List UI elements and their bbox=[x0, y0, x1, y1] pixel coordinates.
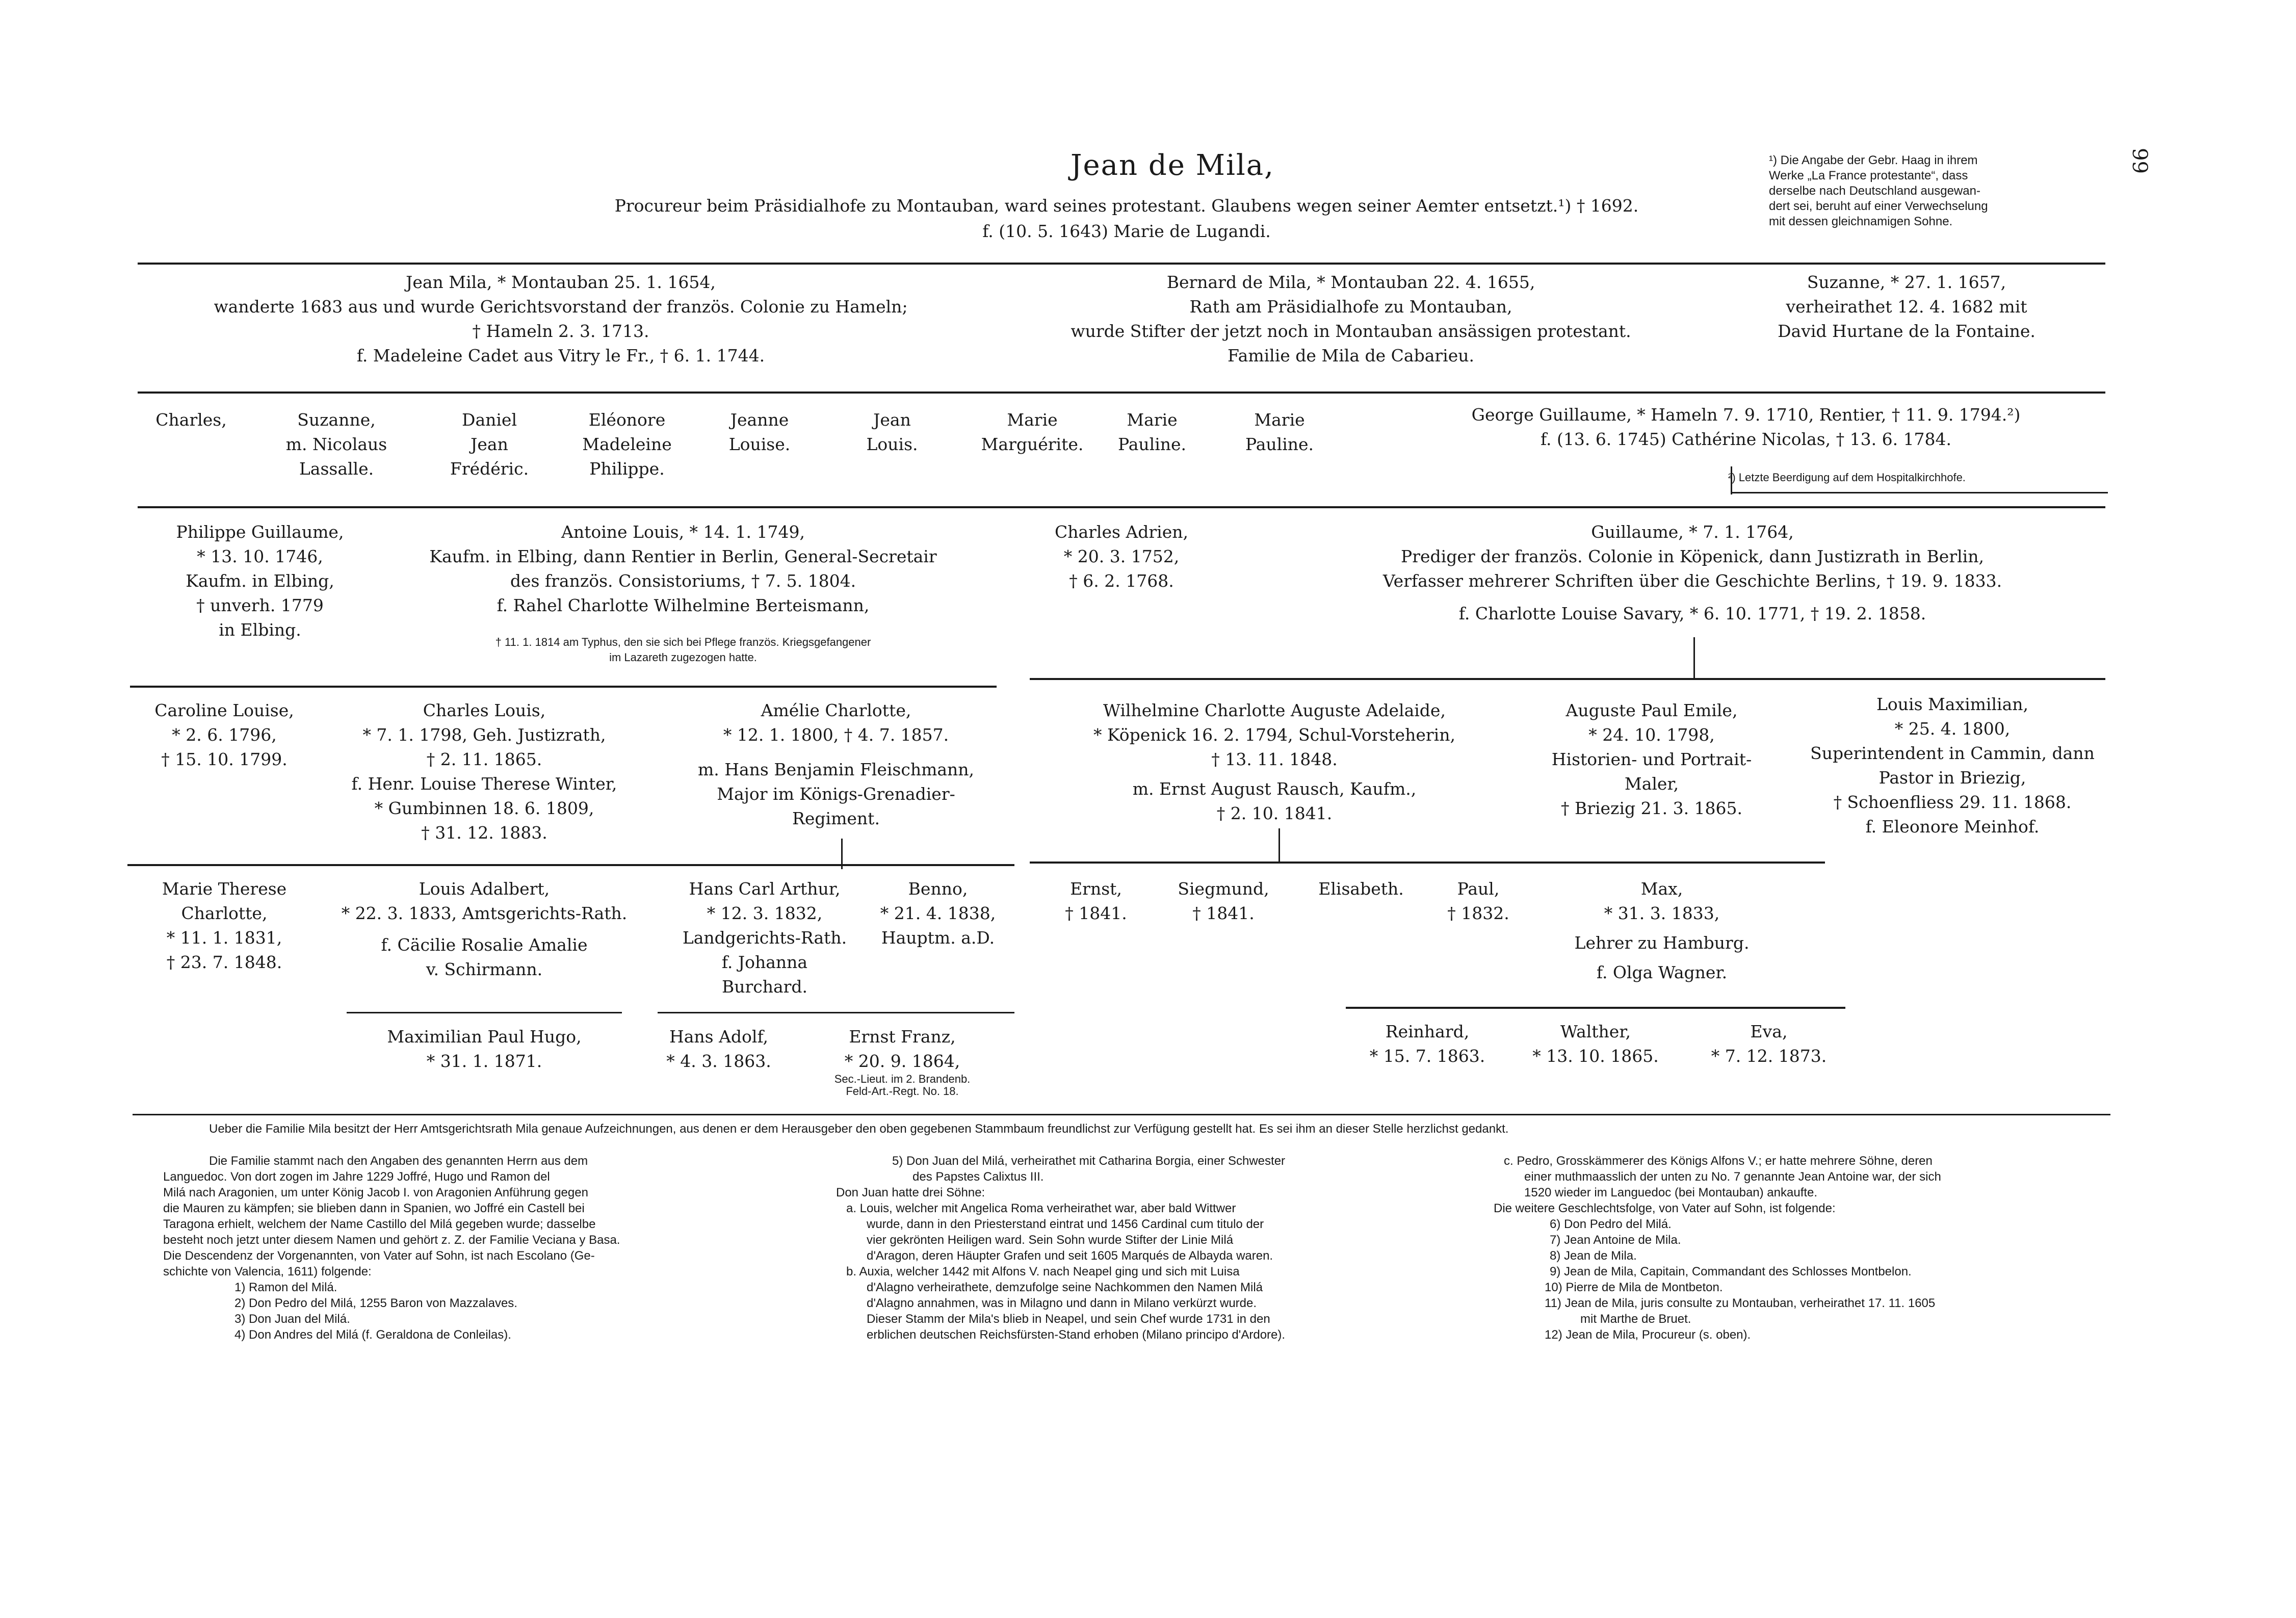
line: Marie bbox=[1127, 410, 1178, 430]
person-charles-louis bbox=[316, 698, 653, 845]
line: Benno, bbox=[908, 879, 968, 899]
note-line: 4) Don Andres del Milá (f. Geraldona de Conleilas). bbox=[234, 1328, 511, 1342]
note-line: 1520 wieder im Languedoc (bei Montauban) ankaufte. bbox=[1524, 1186, 1818, 1199]
line: † 1841. bbox=[1065, 903, 1127, 923]
person-charles-adrien bbox=[1030, 520, 1213, 593]
line: Kaufm. in Elbing, dann Rentier in Berlin, General-Secretair bbox=[429, 546, 937, 566]
root-name: Jean de Mila, bbox=[1071, 149, 1274, 182]
line: f. Johanna bbox=[721, 952, 808, 972]
line: Maximilian Paul Hugo, bbox=[387, 1027, 582, 1047]
note-line: Die weitere Geschlechtsfolge, von Vater auf Sohn, ist folgende: bbox=[1494, 1202, 1836, 1215]
line: Sec.-Lieut. im 2. Brandenb. bbox=[834, 1073, 971, 1085]
line: f. Cäcilie Rosalie Amalie bbox=[381, 935, 588, 955]
line: * 24. 10. 1798, bbox=[1588, 725, 1715, 745]
line: † unverh. 1779 bbox=[196, 595, 324, 615]
footnote-line: Werke „La France protestante“, dass bbox=[1769, 169, 1968, 182]
line: m. Ernst August Rausch, Kaufm., bbox=[1132, 779, 1417, 799]
line: Bernard de Mila, * Montauban 22. 4. 1655, bbox=[1166, 272, 1535, 292]
person-caroline-louise bbox=[127, 698, 321, 772]
note-line: 1) Ramon del Milá. bbox=[234, 1281, 337, 1294]
line: Feld-Art.-Regt. No. 18. bbox=[846, 1085, 959, 1098]
line: Prediger der französ. Colonie in Köpenick, dann Justizrath in Berlin, bbox=[1401, 546, 1984, 566]
line: Philippe Guillaume, bbox=[176, 522, 344, 542]
page-number: 99 bbox=[2128, 148, 2151, 174]
person-eleonore bbox=[561, 408, 693, 481]
line: * 31. 1. 1871. bbox=[426, 1051, 542, 1071]
line: Pastor in Briezig, bbox=[1878, 768, 2026, 788]
line: f. Henr. Louise Therese Winter, bbox=[351, 774, 617, 794]
person-benno bbox=[867, 877, 1009, 950]
line: Historien- und Portrait- bbox=[1551, 749, 1752, 769]
line: Auguste Paul Emile, bbox=[1566, 700, 1738, 720]
line: † 31. 12. 1883. bbox=[421, 823, 547, 843]
note-line: 5) Don Juan del Milá, verheirathet mit Catharina Borgia, einer Schwester bbox=[892, 1154, 1286, 1168]
line: f. (13. 6. 1745) Cathérine Nicolas, † 13. 6. 1784. bbox=[1540, 429, 1952, 449]
ernst-franz-note bbox=[795, 1073, 1009, 1098]
note-line: b. Auxia, welcher 1442 mit Alfons V. nach Neapel ging und sich mit Luisa bbox=[846, 1265, 1240, 1278]
person-suzanne bbox=[1723, 270, 2090, 344]
line: Walther, bbox=[1560, 1022, 1631, 1041]
line: * 12. 1. 1800, † 4. 7. 1857. bbox=[723, 725, 949, 745]
line: Marie bbox=[1254, 410, 1305, 430]
person-auguste-paul-emile bbox=[1519, 698, 1784, 821]
notes-column-1 bbox=[163, 1153, 826, 1343]
notes-column-3 bbox=[1494, 1153, 2105, 1343]
line: * 12. 3. 1832, bbox=[707, 903, 823, 923]
line: * 20. 9. 1864, bbox=[844, 1051, 960, 1071]
root-marriage: f. (10. 5. 1643) Marie de Lugandi. bbox=[982, 221, 1271, 241]
generation-line bbox=[138, 392, 2105, 394]
line: Pauline. bbox=[1117, 434, 1187, 454]
header-footnote bbox=[1769, 153, 2085, 229]
generation-line bbox=[347, 1012, 622, 1013]
line: Max, bbox=[1640, 879, 1683, 899]
line: * 11. 1. 1831, bbox=[166, 928, 282, 948]
line: David Hurtane de la Fontaine. bbox=[1778, 321, 2036, 341]
note-line: d'Alagno verheirathete, demzufolge seine Nachkommen den Namen Milá bbox=[867, 1281, 1263, 1294]
note-line: d'Aragon, deren Häupter Grafen und seit 1605 Marqués de Albayda waren. bbox=[867, 1249, 1273, 1263]
line: Kaufm. in Elbing, bbox=[186, 571, 334, 591]
generation-line bbox=[130, 686, 997, 688]
notes-column-2 bbox=[836, 1153, 1489, 1343]
note-line: 11) Jean de Mila, juris consulte zu Montauban, verheirathet 17. 11. 1605 bbox=[1545, 1296, 1936, 1310]
person-amelie-charlotte bbox=[663, 698, 1009, 831]
person-antoine-louis bbox=[377, 520, 989, 618]
connector bbox=[1731, 466, 1732, 494]
george-footnote: ²) Letzte Beerdigung auf dem Hospitalkirchhofe. bbox=[1728, 471, 1966, 484]
line: * 15. 7. 1863. bbox=[1369, 1046, 1485, 1066]
line: Philippe. bbox=[589, 459, 665, 479]
person-elisabeth bbox=[1295, 877, 1427, 901]
line: * 13. 10. 1746, bbox=[197, 546, 323, 566]
line: Jeanne bbox=[730, 410, 789, 430]
person-suzanne-lassalle bbox=[265, 408, 408, 481]
line: wurde Stifter der jetzt noch in Montauban ansässigen protestant. bbox=[1071, 321, 1631, 341]
footnote-line: mit dessen gleichnamigen Sohne. bbox=[1769, 215, 1953, 228]
line: Louis Adalbert, bbox=[419, 879, 550, 899]
line: † 23. 7. 1848. bbox=[166, 952, 282, 972]
person-hans-carl-arthur bbox=[668, 877, 862, 999]
antoine-note bbox=[377, 635, 989, 665]
line: † Schoenfliess 29. 11. 1868. bbox=[1833, 792, 2072, 812]
footnote-line: dert sei, beruht auf einer Verwechselung bbox=[1769, 199, 1988, 213]
line: Hans Adolf, bbox=[669, 1027, 769, 1047]
person-jean-mila bbox=[163, 270, 958, 368]
line: † 11. 1. 1814 am Typhus, den sie sich bei Pflege französ. Kriegsgefangener bbox=[495, 636, 871, 648]
line: Rath am Präsidialhofe zu Montauban, bbox=[1189, 297, 1512, 317]
note-line: 12) Jean de Mila, Procureur (s. oben). bbox=[1545, 1328, 1751, 1342]
person-charles bbox=[140, 408, 242, 432]
line: f. Olga Wagner. bbox=[1596, 962, 1728, 982]
person-max bbox=[1540, 877, 1784, 985]
line: Pauline. bbox=[1245, 434, 1314, 454]
person-jean-louis bbox=[836, 408, 948, 457]
note-line: c. Pedro, Grosskämmerer des Königs Alfons V.; er hatte mehrere Söhne, deren bbox=[1504, 1154, 1933, 1168]
person-wilhelmine bbox=[1040, 698, 1509, 826]
line: Charlotte, bbox=[181, 903, 268, 923]
line: in Elbing. bbox=[219, 620, 301, 640]
line: Daniel bbox=[461, 410, 517, 430]
note-line: mit Marthe de Bruet. bbox=[1580, 1312, 1691, 1326]
person-marie-pauline-2 bbox=[1223, 408, 1336, 457]
line: Lassalle. bbox=[299, 459, 374, 479]
line: † 6. 2. 1768. bbox=[1069, 571, 1174, 591]
note-line: d'Alagno annahmen, was in Milagno und dann in Milano verkürzt wurde. bbox=[867, 1296, 1257, 1310]
line: Familie de Mila de Cabarieu. bbox=[1228, 346, 1474, 366]
line: Madeleine bbox=[582, 434, 672, 454]
line: † 1832. bbox=[1447, 903, 1509, 923]
line: Hauptm. a.D. bbox=[881, 928, 995, 948]
person-marie-marguerite bbox=[969, 408, 1096, 457]
line: * 25. 4. 1800, bbox=[1894, 719, 2011, 739]
line: m. Nicolaus bbox=[285, 434, 387, 454]
note-line: einer muthmaasslich der unten zu No. 7 genannte Jean Antoine war, der sich bbox=[1524, 1170, 1941, 1184]
line: Eva, bbox=[1750, 1022, 1788, 1041]
line: Suzanne, bbox=[297, 410, 376, 430]
line: * 2. 6. 1796, bbox=[172, 725, 277, 745]
generation-line bbox=[138, 506, 2105, 508]
note-line: die Mauren zu kämpfen; sie blieben dann in Spanien, wo Joffré ein Castell bei bbox=[163, 1202, 585, 1215]
person-paul bbox=[1427, 877, 1529, 926]
person-louis-maximilian bbox=[1794, 692, 2110, 839]
line: Louise. bbox=[728, 434, 791, 454]
generation-line bbox=[1346, 1007, 1845, 1009]
note-line: 6) Don Pedro del Milá. bbox=[1550, 1217, 1672, 1231]
generation-line bbox=[1030, 862, 1825, 864]
line: f. Rahel Charlotte Wilhelmine Berteismann, bbox=[497, 595, 870, 615]
line: † Briezig 21. 3. 1865. bbox=[1560, 798, 1743, 818]
line: des französ. Consistoriums, † 7. 5. 1804. bbox=[510, 571, 856, 591]
line: George Guillaume, * Hameln 7. 9. 1710, Rentier, † 11. 9. 1794.²) bbox=[1471, 405, 2021, 425]
note-line: Die Descendenz der Vorgenannten, von Vater auf Sohn, ist nach Escolano (Ge- bbox=[163, 1249, 595, 1263]
person-philippe-guillaume bbox=[127, 520, 393, 642]
note-line: 8) Jean de Mila. bbox=[1550, 1249, 1637, 1263]
line: Lehrer zu Hamburg. bbox=[1574, 933, 1750, 953]
generation-line bbox=[127, 864, 1014, 866]
line: Guillaume, * 7. 1. 1764, bbox=[1591, 522, 1794, 542]
notes-separator bbox=[133, 1114, 2110, 1115]
person-ernst-franz bbox=[795, 1025, 1009, 1074]
line: * 13. 10. 1865. bbox=[1532, 1046, 1659, 1066]
line: Frédéric. bbox=[450, 459, 529, 479]
person-jeanne bbox=[703, 408, 816, 457]
note-line: erblichen deutschen Reichsfürsten-Stand erhoben (Milano principo d'Ardore). bbox=[867, 1328, 1286, 1342]
line: f. Eleonore Meinhof. bbox=[1865, 817, 2040, 837]
note-line: 7) Jean Antoine de Mila. bbox=[1550, 1233, 1681, 1247]
line: * 4. 3. 1863. bbox=[666, 1051, 771, 1071]
line: Amélie Charlotte, bbox=[761, 700, 911, 720]
person-reinhard bbox=[1346, 1020, 1509, 1068]
line: Regiment. bbox=[792, 808, 880, 828]
note-line: Dieser Stamm der Mila's blieb in Neapel, und sein Chef wurde 1731 in den bbox=[867, 1312, 1270, 1326]
line: † Hameln 2. 3. 1713. bbox=[472, 321, 649, 341]
line: Jean bbox=[873, 410, 911, 430]
line: * 7. 12. 1873. bbox=[1711, 1046, 1827, 1066]
line: Elisabeth. bbox=[1318, 879, 1404, 899]
line: * 22. 3. 1833, Amtsgerichts-Rath. bbox=[341, 903, 628, 923]
line: Jean bbox=[471, 434, 508, 454]
line: Major im Königs-Grenadier- bbox=[717, 784, 955, 804]
person-louis-adalbert bbox=[316, 877, 653, 982]
line: Verfasser mehrerer Schriften über die Geschichte Berlins, † 19. 9. 1833. bbox=[1382, 571, 2002, 591]
line: Paul, bbox=[1457, 879, 1500, 899]
person-daniel bbox=[428, 408, 551, 481]
line: * Gumbinnen 18. 6. 1809, bbox=[374, 798, 594, 818]
line: Ernst Franz, bbox=[849, 1027, 956, 1047]
line: Marie bbox=[1007, 410, 1058, 430]
person-marie-therese bbox=[127, 877, 321, 975]
line: Caroline Louise, bbox=[154, 700, 294, 720]
line: wanderte 1683 aus und wurde Gerichtsvorstand der französ. Colonie zu Hameln; bbox=[214, 297, 908, 317]
line: verheirathet 12. 4. 1682 mit bbox=[1786, 297, 2027, 317]
line: Reinhard, bbox=[1385, 1022, 1470, 1041]
note-line: Taragona erhielt, welchem der Name Castillo del Milá gegeben wurde; dasselbe bbox=[163, 1217, 596, 1231]
line: * 7. 1. 1798, Geh. Justizrath, bbox=[362, 725, 606, 745]
generation-line bbox=[138, 263, 2105, 265]
line: Charles, bbox=[155, 410, 227, 430]
note-line: a. Louis, welcher mit Angelica Roma verheirathet war, aber bald Wittwer bbox=[846, 1202, 1236, 1215]
line: Louis Maximilian, bbox=[1876, 694, 2028, 714]
line: m. Hans Benjamin Fleischmann, bbox=[697, 760, 975, 779]
root-occupation: Procureur beim Präsidialhofe zu Montauban, ward seines protestant. Glaubens wegen seiner Aemter entsetzt.¹) † 1692. bbox=[614, 196, 1639, 216]
note-line: wurde, dann in den Priesterstand eintrat und 1456 Cardinal cum titulo der bbox=[867, 1217, 1264, 1231]
line: † 15. 10. 1799. bbox=[161, 749, 288, 769]
footnote-line: ¹) Die Angabe der Gebr. Haag in ihrem bbox=[1769, 153, 1978, 167]
line: Ernst, bbox=[1070, 879, 1122, 899]
line: Jean Mila, * Montauban 25. 1. 1654, bbox=[406, 272, 716, 292]
line: † 1841. bbox=[1192, 903, 1255, 923]
line: Landgerichts-Rath. bbox=[682, 928, 847, 948]
note-line: Languedoc. Von dort zogen im Jahre 1229 Joffré, Hugo und Ramon del bbox=[163, 1170, 550, 1184]
connector bbox=[1279, 828, 1280, 862]
person-ernst bbox=[1045, 877, 1147, 926]
line: Superintendent in Cammin, dann bbox=[1810, 743, 2095, 763]
generation-line bbox=[658, 1012, 1014, 1013]
line: † 2. 10. 1841. bbox=[1216, 803, 1333, 823]
line: Marie Therese bbox=[162, 879, 287, 899]
line: Eléonore bbox=[588, 410, 666, 430]
person-george-guillaume bbox=[1402, 403, 2090, 452]
person-bernard-de-mila bbox=[1020, 270, 1682, 368]
line: Suzanne, * 27. 1. 1657, bbox=[1807, 272, 2006, 292]
line: Maler, bbox=[1624, 774, 1679, 794]
line: Charles Adrien, bbox=[1054, 522, 1189, 542]
notes-intro: Ueber die Familie Mila besitzt der Herr Amtsgerichtsrath Mila genaue Aufzeichnungen, aus denen er dem Herausgeber den oben gegebenen Stammbaum freundlichst zur Verfügung gestellt hat. Es sei ihm an dieser Stelle herzlichst gedankt. bbox=[209, 1122, 1509, 1136]
note-line: Don Juan hatte drei Söhne: bbox=[836, 1186, 985, 1199]
line: Antoine Louis, * 14. 1. 1749, bbox=[561, 522, 805, 542]
footnote-line: derselbe nach Deutschland ausgewan- bbox=[1769, 184, 1980, 198]
generation-line bbox=[1030, 678, 2105, 680]
line: f. Madeleine Cadet aus Vitry le Fr., † 6. 1. 1744. bbox=[356, 346, 765, 366]
person-walther bbox=[1509, 1020, 1682, 1068]
person-guillaume bbox=[1295, 520, 2090, 626]
note-line: besteht noch jetzt unter diesem Namen und gehört z. Z. der Familie Veciana y Basa. bbox=[163, 1233, 620, 1247]
note-line: Milá nach Aragonien, um unter König Jacob I. von Aragonien Anführung gegen bbox=[163, 1186, 588, 1199]
line: Hans Carl Arthur, bbox=[689, 879, 841, 899]
line: † 2. 11. 1865. bbox=[426, 749, 542, 769]
line: * 21. 4. 1838, bbox=[880, 903, 996, 923]
note-line: schichte von Valencia, 1611) folgende: bbox=[163, 1265, 372, 1278]
line: * 31. 3. 1833, bbox=[1604, 903, 1720, 923]
note-line: Die Familie stammt nach den Angaben des genannten Herrn aus dem bbox=[209, 1154, 588, 1168]
line: v. Schirmann. bbox=[426, 959, 543, 979]
line: * 20. 3. 1752, bbox=[1063, 546, 1180, 566]
person-eva bbox=[1682, 1020, 1856, 1068]
line: Marguérite. bbox=[981, 434, 1084, 454]
line: f. Charlotte Louise Savary, * 6. 10. 1771, † 19. 2. 1858. bbox=[1458, 604, 1926, 623]
line: im Lazareth zugezogen hatte. bbox=[609, 651, 757, 664]
note-line: 9) Jean de Mila, Capitain, Commandant des Schlosses Montbelon. bbox=[1550, 1265, 1912, 1278]
note-line: vier gekrönten Heiligen ward. Sein Sohn wurde Stifter der Linie Milá bbox=[867, 1233, 1234, 1247]
line: Siegmund, bbox=[1178, 879, 1269, 899]
note-line: 3) Don Juan del Milá. bbox=[234, 1312, 350, 1326]
line: † 13. 11. 1848. bbox=[1211, 749, 1338, 769]
line: Wilhelmine Charlotte Auguste Adelaide, bbox=[1103, 700, 1446, 720]
note-line: 2) Don Pedro del Milá, 1255 Baron von Mazzalaves. bbox=[234, 1296, 517, 1310]
footnote-rule bbox=[1731, 492, 2108, 493]
line: Louis. bbox=[866, 434, 918, 454]
connector bbox=[1693, 637, 1695, 678]
person-hans-adolf bbox=[658, 1025, 780, 1074]
person-maximilian-paul-hugo bbox=[326, 1025, 642, 1074]
line: * Köpenick 16. 2. 1794, Schul-Vorsteherin, bbox=[1093, 725, 1455, 745]
note-line: 10) Pierre de Mila de Montbeton. bbox=[1545, 1281, 1723, 1294]
person-siegmund bbox=[1157, 877, 1290, 926]
note-line: des Papstes Calixtus III. bbox=[912, 1170, 1044, 1184]
line: Charles Louis, bbox=[423, 700, 546, 720]
person-marie-pauline bbox=[1096, 408, 1208, 457]
line: Burchard. bbox=[721, 977, 808, 997]
